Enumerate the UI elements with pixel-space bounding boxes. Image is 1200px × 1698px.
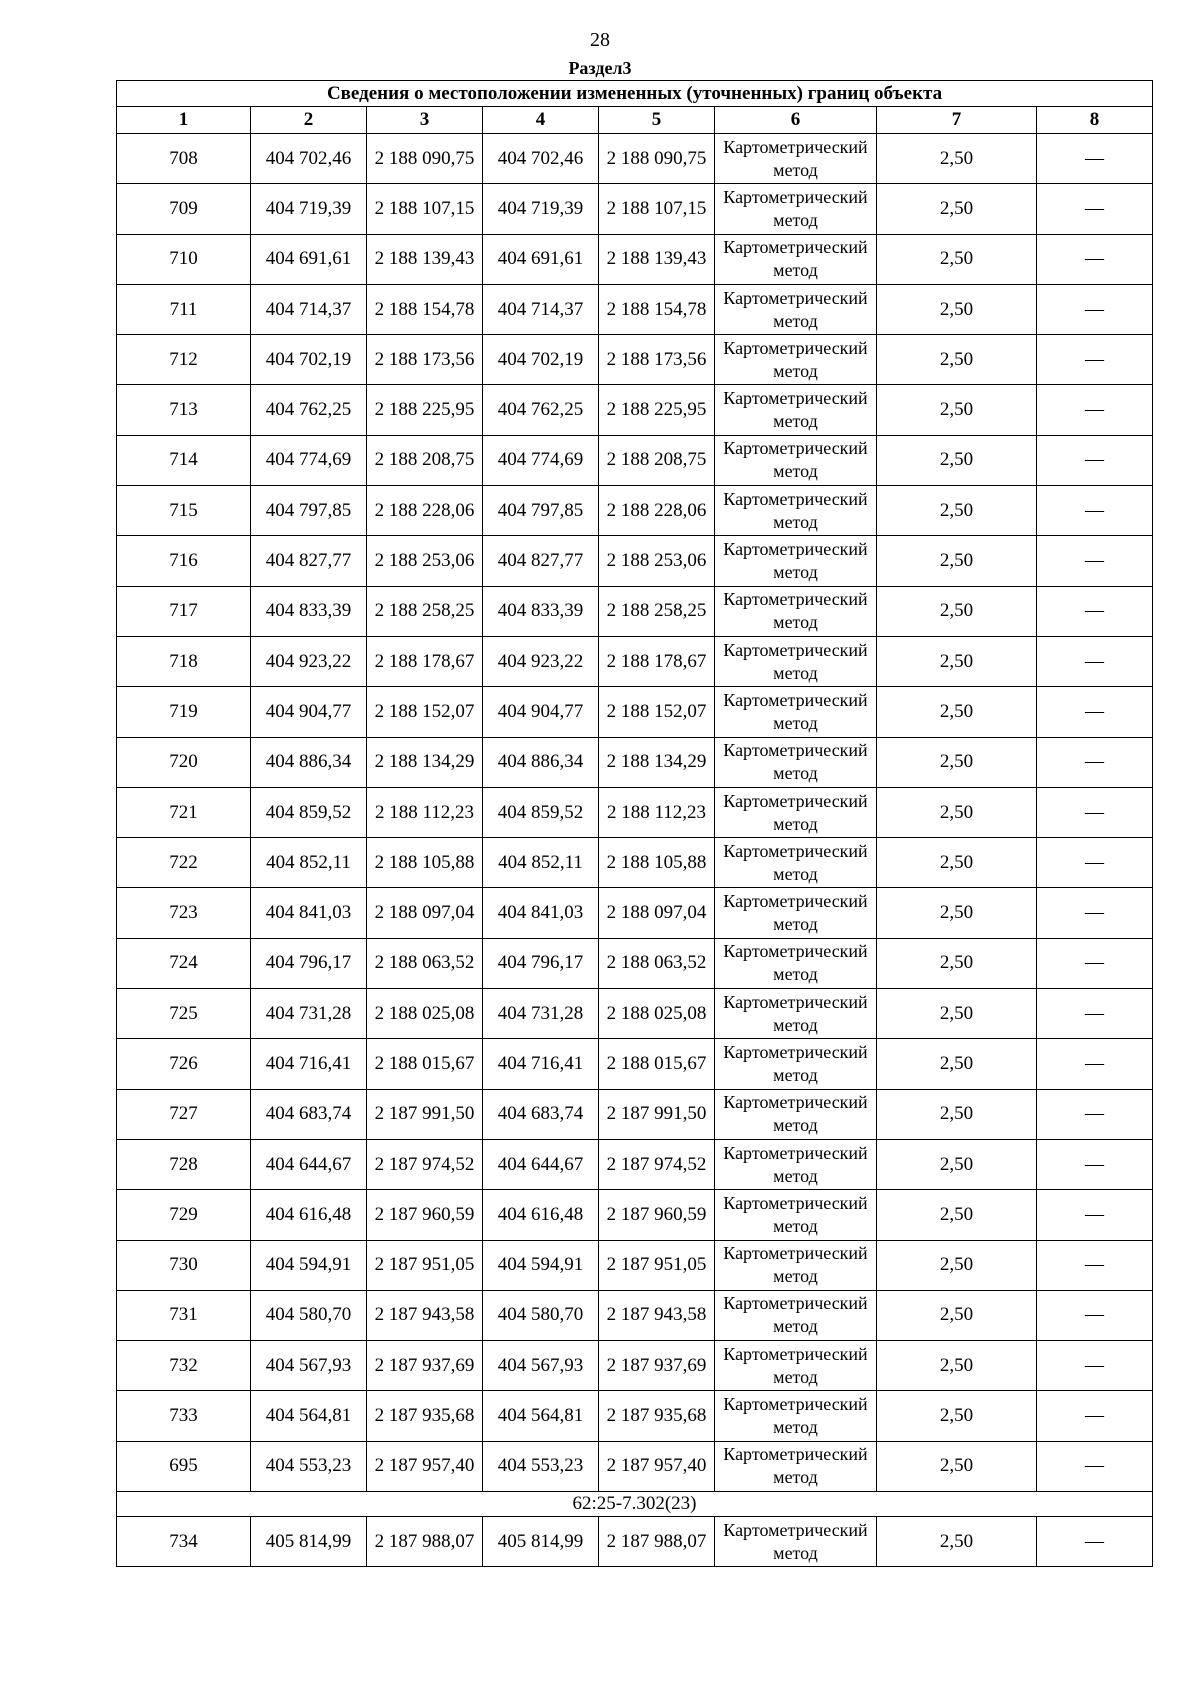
- point-number-cell: 718: [117, 636, 251, 686]
- refined-x-cell: 404 594,91: [483, 1240, 599, 1290]
- existing-x-cell: 404 904,77: [251, 687, 367, 737]
- method-cell: Картометрический метод: [715, 586, 877, 636]
- point-number-cell: 727: [117, 1089, 251, 1139]
- point-number-cell: 725: [117, 989, 251, 1039]
- refined-x-cell: 405 814,99: [483, 1517, 599, 1567]
- method-cell: Картометрический метод: [715, 888, 877, 938]
- precision-cell: 2,50: [877, 938, 1037, 988]
- refined-y-cell: 2 187 960,59: [599, 1190, 715, 1240]
- table-row: [117, 134, 1153, 184]
- point-number-cell: 709: [117, 184, 251, 234]
- table-row: [117, 284, 1153, 334]
- existing-x-cell: 404 923,22: [251, 636, 367, 686]
- precision-cell: 2,50: [877, 1341, 1037, 1391]
- table-row: [117, 1039, 1153, 1089]
- table-row: [117, 1391, 1153, 1441]
- table-row: [117, 989, 1153, 1039]
- column-number: 8: [1037, 107, 1153, 134]
- note-cell: —: [1037, 184, 1153, 234]
- note-cell: —: [1037, 1290, 1153, 1340]
- refined-x-cell: 404 833,39: [483, 586, 599, 636]
- method-cell: Картометрический метод: [715, 1441, 877, 1491]
- note-cell: —: [1037, 737, 1153, 787]
- existing-x-cell: 404 564,81: [251, 1391, 367, 1441]
- refined-x-cell: 404 859,52: [483, 787, 599, 837]
- existing-y-cell: 2 187 951,05: [367, 1240, 483, 1290]
- refined-x-cell: 404 714,37: [483, 284, 599, 334]
- point-number-cell: 721: [117, 787, 251, 837]
- refined-x-cell: 404 904,77: [483, 687, 599, 737]
- note-cell: —: [1037, 787, 1153, 837]
- note-cell: —: [1037, 636, 1153, 686]
- refined-x-cell: 404 564,81: [483, 1391, 599, 1441]
- section-title: Раздел3: [568, 58, 632, 78]
- existing-y-cell: 2 188 025,08: [367, 989, 483, 1039]
- precision-cell: 2,50: [877, 385, 1037, 435]
- existing-y-cell: 2 187 935,68: [367, 1391, 483, 1441]
- existing-x-cell: 404 833,39: [251, 586, 367, 636]
- refined-y-cell: 2 187 991,50: [599, 1089, 715, 1139]
- point-number-cell: 729: [117, 1190, 251, 1240]
- existing-y-cell: 2 188 154,78: [367, 284, 483, 334]
- method-cell: Картометрический метод: [715, 184, 877, 234]
- precision-cell: 2,50: [877, 787, 1037, 837]
- method-cell: Картометрический метод: [715, 687, 877, 737]
- refined-y-cell: 2 188 225,95: [599, 385, 715, 435]
- refined-x-cell: 404 553,23: [483, 1441, 599, 1491]
- table-row: [117, 586, 1153, 636]
- note-cell: —: [1037, 1190, 1153, 1240]
- table-row: [117, 1089, 1153, 1139]
- note-cell: —: [1037, 1039, 1153, 1089]
- point-number-cell: 695: [117, 1441, 251, 1491]
- point-number-cell: 726: [117, 1039, 251, 1089]
- point-number-cell: 724: [117, 938, 251, 988]
- table-row: [117, 536, 1153, 586]
- precision-cell: 2,50: [877, 1517, 1037, 1567]
- method-cell: Картометрический метод: [715, 1517, 877, 1567]
- precision-cell: 2,50: [877, 1290, 1037, 1340]
- refined-y-cell: 2 188 253,06: [599, 536, 715, 586]
- refined-y-cell: 2 188 208,75: [599, 435, 715, 485]
- point-number-cell: 708: [117, 134, 251, 184]
- existing-x-cell: 404 580,70: [251, 1290, 367, 1340]
- point-number-cell: 734: [117, 1517, 251, 1567]
- precision-cell: 2,50: [877, 184, 1037, 234]
- refined-x-cell: 404 691,61: [483, 234, 599, 284]
- existing-y-cell: 2 188 134,29: [367, 737, 483, 787]
- point-number-cell: 732: [117, 1341, 251, 1391]
- table-row: [117, 1341, 1153, 1391]
- table-row: [117, 737, 1153, 787]
- note-cell: —: [1037, 989, 1153, 1039]
- existing-x-cell: 404 567,93: [251, 1341, 367, 1391]
- refined-y-cell: 2 188 090,75: [599, 134, 715, 184]
- method-cell: Картометрический метод: [715, 134, 877, 184]
- refined-y-cell: 2 188 107,15: [599, 184, 715, 234]
- refined-x-cell: 404 762,25: [483, 385, 599, 435]
- refined-y-cell: 2 188 258,25: [599, 586, 715, 636]
- existing-y-cell: 2 187 957,40: [367, 1441, 483, 1491]
- table-row: [117, 687, 1153, 737]
- point-number-cell: 715: [117, 486, 251, 536]
- note-cell: —: [1037, 1391, 1153, 1441]
- existing-x-cell: 404 852,11: [251, 838, 367, 888]
- point-number-cell: 723: [117, 888, 251, 938]
- point-number-cell: 733: [117, 1391, 251, 1441]
- note-cell: —: [1037, 1139, 1153, 1189]
- method-cell: Картометрический метод: [715, 1391, 877, 1441]
- subsection-label: 62:25-7.302(23): [117, 1492, 1153, 1517]
- table-title-row: [117, 81, 1153, 107]
- refined-y-cell: 2 188 228,06: [599, 486, 715, 536]
- note-cell: —: [1037, 335, 1153, 385]
- coordinates-table: [116, 80, 1153, 1567]
- existing-y-cell: 2 187 991,50: [367, 1089, 483, 1139]
- note-cell: —: [1037, 1341, 1153, 1391]
- note-cell: —: [1037, 1517, 1153, 1567]
- table-row: [117, 385, 1153, 435]
- existing-y-cell: 2 188 097,04: [367, 888, 483, 938]
- note-cell: —: [1037, 536, 1153, 586]
- table-row: [117, 1240, 1153, 1290]
- method-cell: Картометрический метод: [715, 385, 877, 435]
- refined-y-cell: 2 187 943,58: [599, 1290, 715, 1340]
- method-cell: Картометрический метод: [715, 486, 877, 536]
- note-cell: —: [1037, 1089, 1153, 1139]
- refined-x-cell: 404 827,77: [483, 536, 599, 586]
- existing-y-cell: 2 188 178,67: [367, 636, 483, 686]
- note-cell: —: [1037, 284, 1153, 334]
- refined-x-cell: 404 567,93: [483, 1341, 599, 1391]
- table-row: [117, 1290, 1153, 1340]
- refined-y-cell: 2 188 105,88: [599, 838, 715, 888]
- refined-y-cell: 2 188 173,56: [599, 335, 715, 385]
- precision-cell: 2,50: [877, 1039, 1037, 1089]
- existing-x-cell: 404 827,77: [251, 536, 367, 586]
- precision-cell: 2,50: [877, 1089, 1037, 1139]
- method-cell: Картометрический метод: [715, 435, 877, 485]
- existing-x-cell: 404 719,39: [251, 184, 367, 234]
- existing-y-cell: 2 188 112,23: [367, 787, 483, 837]
- precision-cell: 2,50: [877, 486, 1037, 536]
- existing-y-cell: 2 188 105,88: [367, 838, 483, 888]
- refined-y-cell: 2 188 112,23: [599, 787, 715, 837]
- table-title: Сведения о местоположении измененных (уточненных) границ объекта: [117, 81, 1153, 107]
- note-cell: —: [1037, 838, 1153, 888]
- existing-x-cell: 404 841,03: [251, 888, 367, 938]
- refined-x-cell: 404 616,48: [483, 1190, 599, 1240]
- precision-cell: 2,50: [877, 687, 1037, 737]
- point-number-cell: 720: [117, 737, 251, 787]
- precision-cell: 2,50: [877, 1441, 1037, 1491]
- existing-y-cell: 2 188 228,06: [367, 486, 483, 536]
- refined-y-cell: 2 187 974,52: [599, 1139, 715, 1189]
- table-row: [117, 938, 1153, 988]
- column-number: 4: [483, 107, 599, 134]
- existing-y-cell: 2 188 063,52: [367, 938, 483, 988]
- precision-cell: 2,50: [877, 586, 1037, 636]
- method-cell: Картометрический метод: [715, 1240, 877, 1290]
- point-number-cell: 717: [117, 586, 251, 636]
- refined-y-cell: 2 188 097,04: [599, 888, 715, 938]
- refined-y-cell: 2 188 154,78: [599, 284, 715, 334]
- table-row: [117, 1190, 1153, 1240]
- table-row: [117, 1517, 1153, 1567]
- existing-x-cell: 404 644,67: [251, 1139, 367, 1189]
- table-row: [117, 1139, 1153, 1189]
- method-cell: Картометрический метод: [715, 636, 877, 686]
- existing-x-cell: 404 796,17: [251, 938, 367, 988]
- existing-y-cell: 2 188 173,56: [367, 335, 483, 385]
- precision-cell: 2,50: [877, 1190, 1037, 1240]
- existing-x-cell: 404 683,74: [251, 1089, 367, 1139]
- existing-y-cell: 2 188 253,06: [367, 536, 483, 586]
- note-cell: —: [1037, 486, 1153, 536]
- existing-y-cell: 2 187 937,69: [367, 1341, 483, 1391]
- table-row: [117, 838, 1153, 888]
- method-cell: Картометрический метод: [715, 1089, 877, 1139]
- existing-x-cell: 404 714,37: [251, 284, 367, 334]
- precision-cell: 2,50: [877, 335, 1037, 385]
- refined-x-cell: 404 886,34: [483, 737, 599, 787]
- existing-y-cell: 2 188 225,95: [367, 385, 483, 435]
- point-number-cell: 713: [117, 385, 251, 435]
- note-cell: —: [1037, 1441, 1153, 1491]
- precision-cell: 2,50: [877, 1391, 1037, 1441]
- method-cell: Картометрический метод: [715, 1139, 877, 1189]
- refined-y-cell: 2 188 063,52: [599, 938, 715, 988]
- note-cell: —: [1037, 687, 1153, 737]
- precision-cell: 2,50: [877, 737, 1037, 787]
- refined-y-cell: 2 188 015,67: [599, 1039, 715, 1089]
- precision-cell: 2,50: [877, 435, 1037, 485]
- column-number: 7: [877, 107, 1037, 134]
- precision-cell: 2,50: [877, 284, 1037, 334]
- note-cell: —: [1037, 234, 1153, 284]
- point-number-cell: 730: [117, 1240, 251, 1290]
- refined-y-cell: 2 187 937,69: [599, 1341, 715, 1391]
- note-cell: —: [1037, 385, 1153, 435]
- point-number-cell: 719: [117, 687, 251, 737]
- note-cell: —: [1037, 435, 1153, 485]
- refined-x-cell: 404 580,70: [483, 1290, 599, 1340]
- precision-cell: 2,50: [877, 888, 1037, 938]
- table-row: [117, 486, 1153, 536]
- method-cell: Картометрический метод: [715, 1341, 877, 1391]
- existing-x-cell: 404 553,23: [251, 1441, 367, 1491]
- existing-y-cell: 2 188 258,25: [367, 586, 483, 636]
- precision-cell: 2,50: [877, 134, 1037, 184]
- method-cell: Картометрический метод: [715, 989, 877, 1039]
- existing-x-cell: 404 702,19: [251, 335, 367, 385]
- refined-y-cell: 2 187 957,40: [599, 1441, 715, 1491]
- point-number-cell: 712: [117, 335, 251, 385]
- method-cell: Картометрический метод: [715, 787, 877, 837]
- point-number-cell: 710: [117, 234, 251, 284]
- existing-x-cell: 404 702,46: [251, 134, 367, 184]
- point-number-cell: 722: [117, 838, 251, 888]
- precision-cell: 2,50: [877, 536, 1037, 586]
- refined-x-cell: 404 683,74: [483, 1089, 599, 1139]
- refined-y-cell: 2 188 178,67: [599, 636, 715, 686]
- refined-x-cell: 404 923,22: [483, 636, 599, 686]
- table-row: [117, 184, 1153, 234]
- refined-x-cell: 404 797,85: [483, 486, 599, 536]
- refined-y-cell: 2 187 988,07: [599, 1517, 715, 1567]
- refined-y-cell: 2 187 935,68: [599, 1391, 715, 1441]
- refined-x-cell: 404 774,69: [483, 435, 599, 485]
- precision-cell: 2,50: [877, 234, 1037, 284]
- existing-y-cell: 2 188 107,15: [367, 184, 483, 234]
- table-row: [117, 787, 1153, 837]
- point-number-cell: 728: [117, 1139, 251, 1189]
- existing-y-cell: 2 188 139,43: [367, 234, 483, 284]
- subsection-row: [117, 1492, 1153, 1517]
- existing-x-cell: 404 731,28: [251, 989, 367, 1039]
- existing-y-cell: 2 188 208,75: [367, 435, 483, 485]
- refined-x-cell: 404 719,39: [483, 184, 599, 234]
- method-cell: Картометрический метод: [715, 1290, 877, 1340]
- method-cell: Картометрический метод: [715, 838, 877, 888]
- existing-x-cell: 404 691,61: [251, 234, 367, 284]
- column-number: 1: [117, 107, 251, 134]
- method-cell: Картометрический метод: [715, 234, 877, 284]
- method-cell: Картометрический метод: [715, 335, 877, 385]
- existing-y-cell: 2 188 015,67: [367, 1039, 483, 1089]
- table-row: [117, 888, 1153, 938]
- page-number: 28: [590, 29, 610, 51]
- existing-x-cell: 404 859,52: [251, 787, 367, 837]
- precision-cell: 2,50: [877, 1240, 1037, 1290]
- existing-x-cell: 404 886,34: [251, 737, 367, 787]
- existing-x-cell: 404 594,91: [251, 1240, 367, 1290]
- note-cell: —: [1037, 1240, 1153, 1290]
- existing-y-cell: 2 187 943,58: [367, 1290, 483, 1340]
- method-cell: Картометрический метод: [715, 1039, 877, 1089]
- existing-y-cell: 2 187 988,07: [367, 1517, 483, 1567]
- method-cell: Картометрический метод: [715, 284, 877, 334]
- refined-y-cell: 2 188 025,08: [599, 989, 715, 1039]
- note-cell: —: [1037, 888, 1153, 938]
- method-cell: Картометрический метод: [715, 938, 877, 988]
- column-number: 2: [251, 107, 367, 134]
- refined-x-cell: 404 716,41: [483, 1039, 599, 1089]
- point-number-cell: 716: [117, 536, 251, 586]
- precision-cell: 2,50: [877, 838, 1037, 888]
- refined-x-cell: 404 644,67: [483, 1139, 599, 1189]
- existing-y-cell: 2 187 974,52: [367, 1139, 483, 1189]
- refined-y-cell: 2 188 139,43: [599, 234, 715, 284]
- refined-y-cell: 2 188 152,07: [599, 687, 715, 737]
- note-cell: —: [1037, 938, 1153, 988]
- table-row: [117, 435, 1153, 485]
- existing-x-cell: 404 797,85: [251, 486, 367, 536]
- existing-y-cell: 2 188 090,75: [367, 134, 483, 184]
- existing-y-cell: 2 187 960,59: [367, 1190, 483, 1240]
- table-row: [117, 636, 1153, 686]
- refined-x-cell: 404 731,28: [483, 989, 599, 1039]
- column-number-row: [117, 107, 1153, 134]
- refined-x-cell: 404 852,11: [483, 838, 599, 888]
- column-number: 3: [367, 107, 483, 134]
- method-cell: Картометрический метод: [715, 737, 877, 787]
- refined-y-cell: 2 188 134,29: [599, 737, 715, 787]
- note-cell: —: [1037, 134, 1153, 184]
- refined-x-cell: 404 702,46: [483, 134, 599, 184]
- refined-x-cell: 404 796,17: [483, 938, 599, 988]
- table-row: [117, 1441, 1153, 1491]
- note-cell: —: [1037, 586, 1153, 636]
- refined-x-cell: 404 841,03: [483, 888, 599, 938]
- existing-x-cell: 404 762,25: [251, 385, 367, 435]
- precision-cell: 2,50: [877, 1139, 1037, 1189]
- column-number: 5: [599, 107, 715, 134]
- existing-y-cell: 2 188 152,07: [367, 687, 483, 737]
- table-row: [117, 234, 1153, 284]
- existing-x-cell: 405 814,99: [251, 1517, 367, 1567]
- method-cell: Картометрический метод: [715, 536, 877, 586]
- refined-y-cell: 2 187 951,05: [599, 1240, 715, 1290]
- precision-cell: 2,50: [877, 636, 1037, 686]
- table-row: [117, 335, 1153, 385]
- refined-x-cell: 404 702,19: [483, 335, 599, 385]
- column-number: 6: [715, 107, 877, 134]
- point-number-cell: 714: [117, 435, 251, 485]
- existing-x-cell: 404 716,41: [251, 1039, 367, 1089]
- point-number-cell: 731: [117, 1290, 251, 1340]
- existing-x-cell: 404 616,48: [251, 1190, 367, 1240]
- point-number-cell: 711: [117, 284, 251, 334]
- method-cell: Картометрический метод: [715, 1190, 877, 1240]
- existing-x-cell: 404 774,69: [251, 435, 367, 485]
- precision-cell: 2,50: [877, 989, 1037, 1039]
